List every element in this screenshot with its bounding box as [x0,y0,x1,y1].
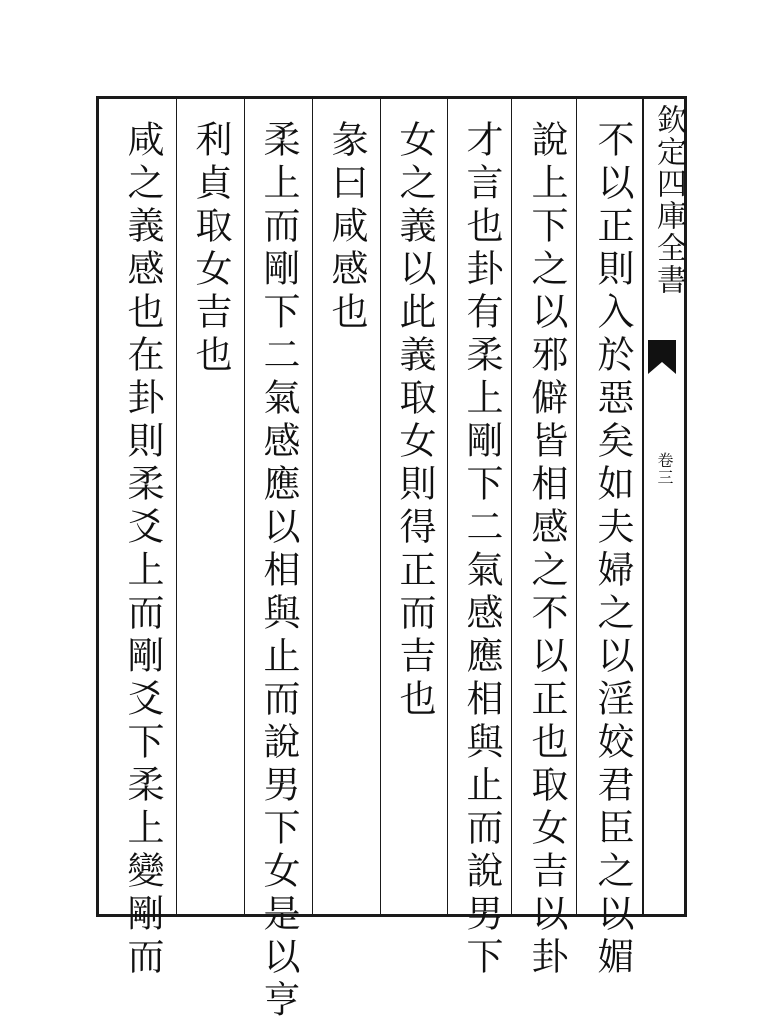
column-divider [380,96,381,917]
text-column: 利貞取女吉也 [189,120,232,378]
column-divider [511,96,512,917]
text-column: 咸之義感也在卦則柔爻上而剛爻下柔上變剛而 [121,120,164,980]
text-column: 說上下之以邪僻皆相感之不以正也取女吉以卦 [525,120,568,980]
top-border [96,96,686,99]
column-divider [576,96,577,917]
text-column: 彖曰咸感也 [325,120,368,335]
margin-column-divider [642,96,644,917]
juan-number: 卷三 [655,452,674,486]
text-column: 才言也卦有柔上剛下二氣感應相與止而說男下 [460,120,503,980]
column-divider [244,96,245,917]
text-column: 女之義以此義取女則得正而吉也 [393,120,436,722]
column-divider [176,96,177,917]
column-divider [312,96,313,917]
column-divider [447,96,448,917]
fishtail-mark-icon [648,340,676,374]
left-border [96,96,99,917]
text-column: 柔上而剛下二氣感應以相與止而說男下女是以亨 [257,120,300,1023]
book-title: 欽定四庫全書 [651,104,686,296]
text-column: 不以正則入於惡矣如夫婦之以淫姣君臣之以媚 [591,120,634,980]
